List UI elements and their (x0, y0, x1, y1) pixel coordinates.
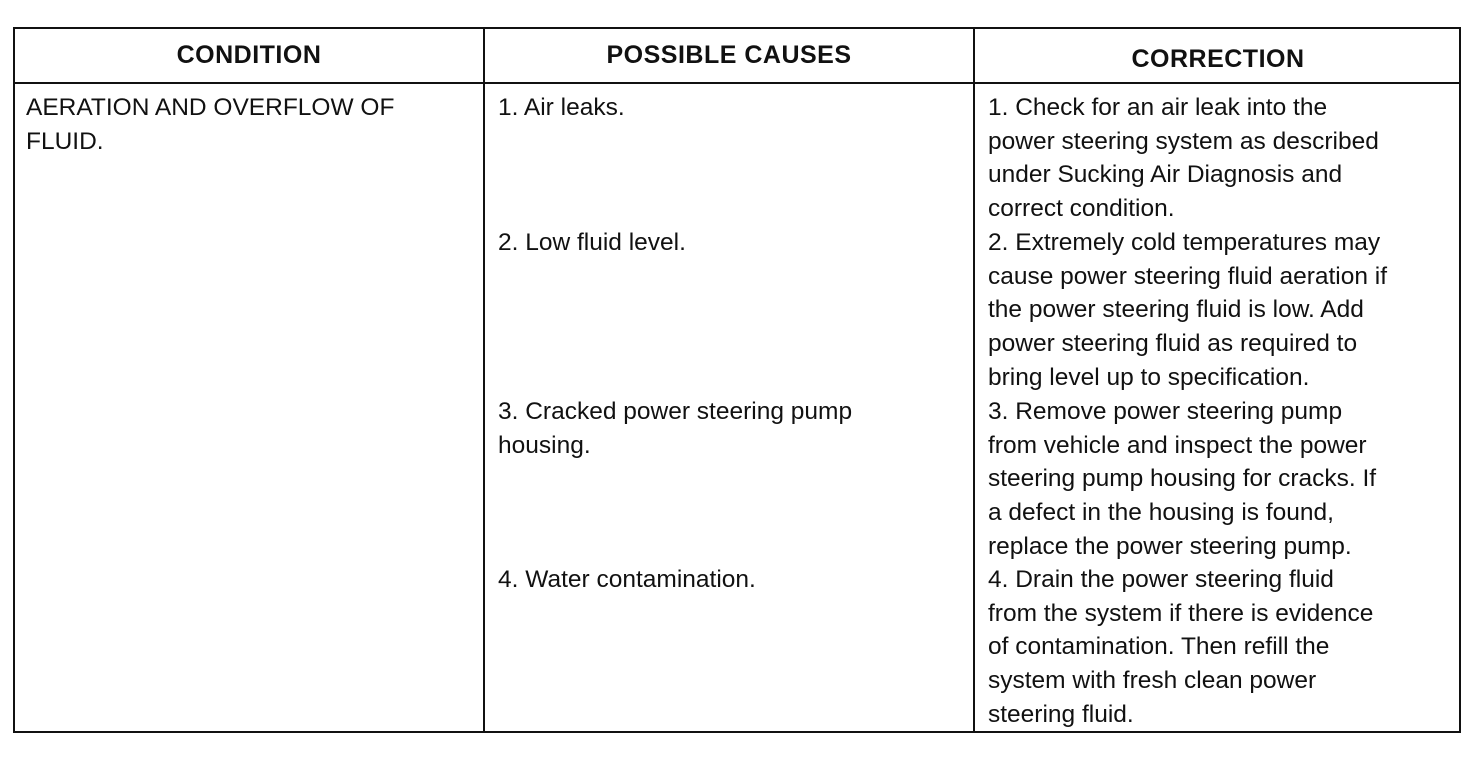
header-possible-causes: POSSIBLE CAUSES (606, 41, 852, 69)
diagnosis-table (13, 27, 1461, 733)
column-divider (973, 29, 975, 731)
cause-4: 4. Water contamination. (498, 566, 756, 593)
header-correction: CORRECTION (1131, 45, 1305, 73)
cause-1: 1. Air leaks. (498, 94, 625, 121)
condition-cell: AERATION AND OVERFLOW OF FLUID. (26, 94, 395, 155)
header-condition: CONDITION (176, 41, 322, 69)
correction-2: 2. Extremely cold temperatures may cause power steering fluid aeration if the power steering fluid is low. Add power steering fluid as required to bring level up to specification. (988, 229, 1388, 391)
cause-2: 2. Low fluid level. (498, 229, 686, 256)
correction-4: 4. Drain the power steering fluid from the system if there is evidence of contamination. Then refill the system with fresh clean power steering fluid. (988, 566, 1374, 728)
correction-1: 1. Check for an air leak into the power steering system as described under Sucking Air Diagnosis and correct condition. (988, 94, 1379, 223)
correction-3: 3. Remove power steering pump from vehicle and inspect the power steering pump housing for cracks. If a defect in the housing is found, replace the power steering pump. (988, 398, 1377, 560)
column-divider (483, 29, 485, 731)
cause-3: 3. Cracked power steering pump housing. (498, 398, 853, 459)
